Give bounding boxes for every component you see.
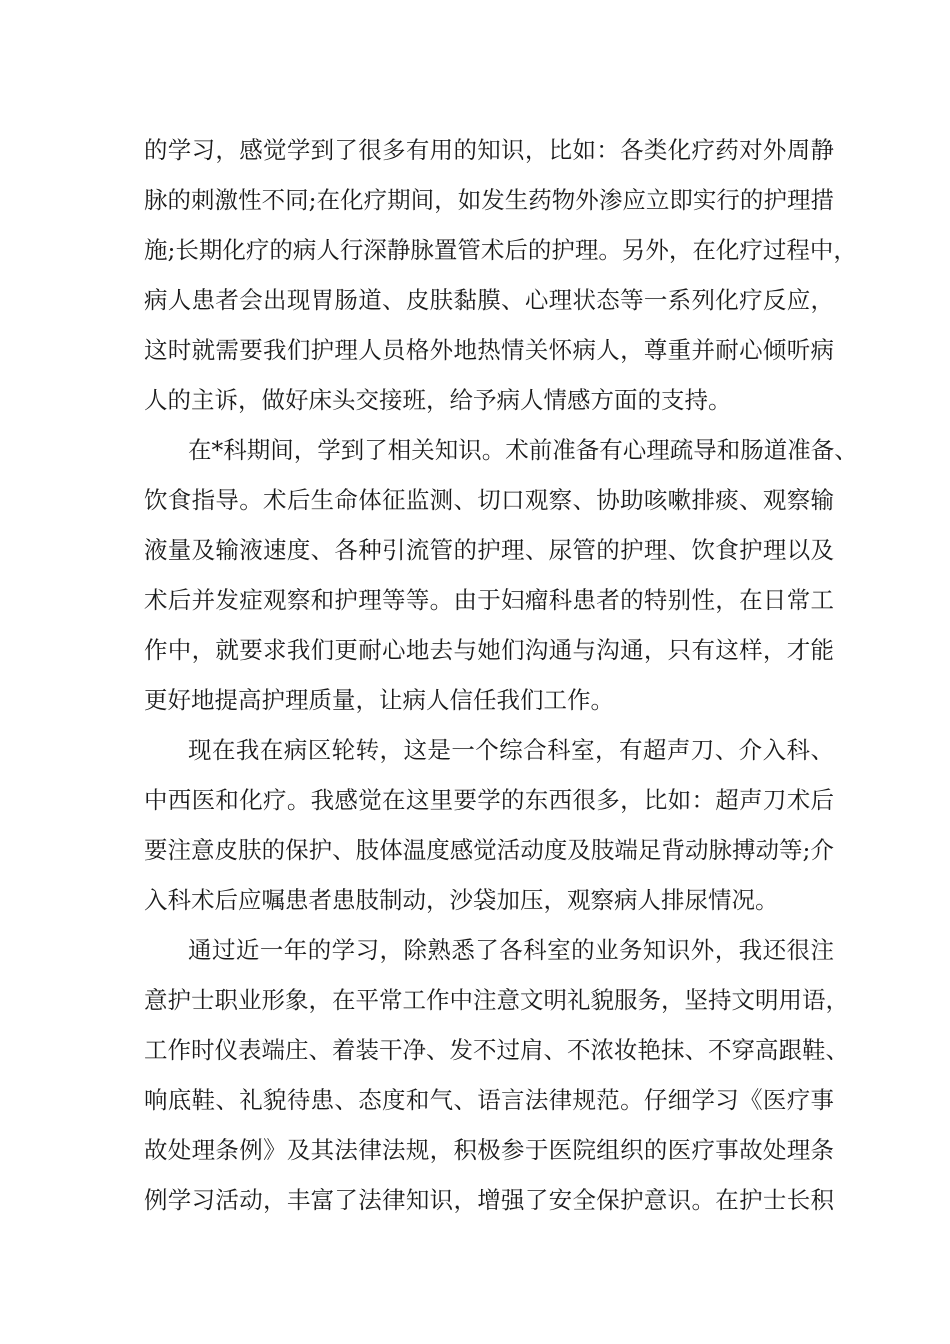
text-line: 入科术后应嘱患者患肢制动，沙袋加压，观察病人排尿情况。 <box>144 886 779 914</box>
text-line: 的学习，感觉学到了很多有用的知识，比如：各类化疗药对外周静 <box>144 136 834 164</box>
text-line: 这时就需要我们护理人员格外地热情关怀病人，尊重并耐心倾听病 <box>144 336 834 364</box>
text-line: 响底鞋、礼貌待患、态度和气、语言法律规范。仔细学习《医疗事 <box>144 1086 834 1114</box>
text-line: 作中，就要求我们更耐心地去与她们沟通与沟通，只有这样，才能 <box>144 636 834 664</box>
text-line: 术后并发症观察和护理等等。由于妇瘤科患者的特别性，在日常工 <box>144 586 834 614</box>
text-line: 人的主诉，做好床头交接班，给予病人情感方面的支持。 <box>144 386 732 414</box>
text-line: 液量及输液速度、各种引流管的护理、尿管的护理、饮食护理以及 <box>144 536 834 564</box>
text-line: 故处理条例》及其法律法规，积极参于医院组织的医疗事故处理条 <box>144 1136 834 1164</box>
text-line: 病人患者会出现胃肠道、皮肤黏膜、心理状态等一系列化疗反应， <box>144 286 834 314</box>
text-line: 脉的刺激性不同;在化疗期间，如发生药物外渗应立即实行的护理措 <box>144 186 834 214</box>
paragraph-first-line: 现在我在病区轮转，这是一个综合科室，有超声刀、介入科、 <box>188 736 834 764</box>
text-line: 施;长期化疗的病人行深静脉置管术后的护理。另外，在化疗过程中， <box>144 236 857 264</box>
paragraph-first-line: 在*科期间，学到了相关知识。术前准备有心理疏导和肠道准备、 <box>188 436 858 464</box>
text-line: 工作时仪表端庄、着装干净、发不过肩、不浓妆艳抹、不穿高跟鞋、 <box>144 1036 849 1064</box>
paragraph-first-line: 通过近一年的学习，除熟悉了各科室的业务知识外，我还很注 <box>188 936 834 964</box>
text-line: 饮食指导。术后生命体征监测、切口观察、协助咳嗽排痰、观察输 <box>144 486 834 514</box>
text-line: 例学习活动，丰富了法律知识，增强了安全保护意识。在护士长积 <box>144 1186 834 1214</box>
text-line: 中西医和化疗。我感觉在这里要学的东西很多，比如：超声刀术后 <box>144 786 834 814</box>
text-line: 意护士职业形象，在平常工作中注意文明礼貌服务，坚持文明用语， <box>144 986 849 1014</box>
text-line: 更好地提高护理质量，让病人信任我们工作。 <box>144 686 614 714</box>
text-line: 要注意皮肤的保护、肢体温度感觉活动度及肢端足背动脉搏动等;介 <box>144 836 834 864</box>
